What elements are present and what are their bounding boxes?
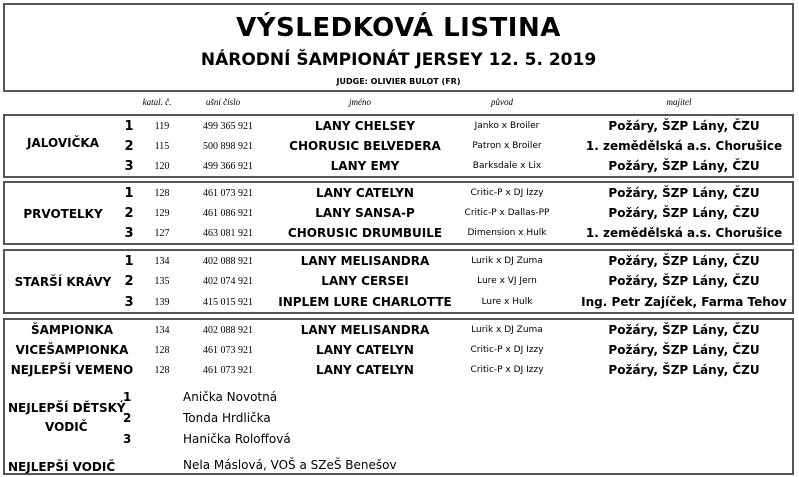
judge-line: JUDGE: OLIVIER BULOT (FR) [336, 77, 461, 86]
pedigree: Critic-P x DJ Izzy [470, 365, 544, 375]
best-handler-label: NEJLEPŠÍ VODIČ [8, 460, 116, 474]
child-handler-name: Tonda Hrdlička [183, 411, 271, 425]
child-handler-rank: 3 [123, 432, 132, 446]
pedigree: Patron x Broiler [472, 141, 542, 151]
animal-name: LANY MELISANDRA [300, 254, 430, 268]
col-header-puvod: původ [491, 97, 513, 107]
champion-row [5, 360, 792, 381]
best-handler-name: Nela Máslová, VOŠ a SZeŠ Benešov [183, 458, 397, 472]
ear-tag: 500 898 921 [203, 141, 253, 152]
ear-tag: 461 073 921 [203, 345, 253, 356]
animal-name: LANY CATELYN [316, 343, 414, 357]
col-header-katal: katal. č. [142, 97, 172, 107]
catalog-number: 128 [154, 365, 170, 376]
col-header-usni: ušní číslo [205, 97, 241, 107]
ear-tag: 463 081 921 [203, 228, 253, 239]
col-header-jmeno: jméno [349, 97, 371, 107]
owner: Požáry, ŠZP Lány, ČZU [608, 323, 760, 337]
rank: 2 [124, 274, 134, 289]
rank: 1 [124, 186, 134, 201]
rank: 1 [124, 119, 134, 134]
owner: 1. zemědělská a.s. Chorušice [585, 226, 783, 240]
section-prvotelky [3, 181, 794, 245]
catalog-number: 139 [154, 297, 170, 308]
table-row [5, 251, 792, 272]
table-row [5, 116, 792, 137]
rank: 2 [124, 139, 134, 154]
owner: Požáry, ŠZP Lány, ČZU [608, 186, 760, 200]
owner: Ing. Petr Zajíček, Farma Tehov [581, 295, 787, 309]
section-starsi-kravy [3, 249, 794, 314]
ear-tag: 461 086 921 [203, 208, 253, 219]
child-handler-rank: 2 [123, 411, 132, 425]
catalog-number: 127 [154, 228, 170, 239]
animal-name: LANY MELISANDRA [300, 323, 430, 337]
category-label: PRVOTELKY [23, 207, 103, 221]
catalog-number: 134 [154, 325, 170, 336]
pedigree: Janko x Broiler [474, 121, 540, 131]
catalog-number: 115 [154, 141, 170, 152]
pedigree: Critic-P x DJ Izzy [470, 188, 544, 198]
pedigree: Lurik x DJ Zuma [471, 256, 543, 266]
section-champions [3, 318, 794, 475]
child-handler-name: Anička Novotná [183, 390, 278, 404]
owner: Požáry, ŠZP Lány, ČZU [608, 206, 760, 220]
table-row [5, 136, 792, 157]
pedigree: Critic-P x DJ Izzy [470, 345, 544, 355]
page-title: VÝSLEDKOVÁ LISTINA [236, 13, 561, 43]
catalog-number: 129 [154, 208, 170, 219]
animal-name: LANY SANSA-P [315, 206, 415, 220]
child-handler-label-line1: NEJLEPŠÍ DĚTSKÝ [8, 401, 126, 415]
catalog-number: 135 [154, 276, 170, 287]
pedigree: Lure x Hulk [481, 297, 533, 307]
animal-name: LANY CATELYN [316, 186, 414, 200]
owner: Požáry, ŠZP Lány, ČZU [608, 254, 760, 268]
pedigree: Dimension x Hulk [467, 228, 547, 238]
pedigree: Barksdale x Lix [472, 161, 542, 171]
child-handler-rank: 1 [123, 390, 132, 404]
catalog-number: 128 [154, 188, 170, 199]
animal-name: LANY CHELSEY [314, 119, 416, 133]
ear-tag: 499 366 921 [203, 161, 253, 172]
rank: 1 [124, 254, 134, 269]
table-row [5, 203, 792, 224]
owner: Požáry, ŠZP Lány, ČZU [608, 274, 760, 288]
ear-tag: 461 073 921 [203, 365, 253, 376]
catalog-number: 119 [154, 121, 170, 132]
child-handler-name: Hanička Roloffová [183, 432, 291, 446]
animal-name: CHORUSIC DRUMBUILE [287, 226, 443, 240]
header-box [3, 3, 794, 92]
ear-tag: 402 074 921 [203, 276, 253, 287]
animal-name: CHORUSIC BELVEDERA [289, 139, 441, 153]
ear-tag: 461 073 921 [203, 188, 253, 199]
champion-label: VICEŠAMPIONKA [15, 343, 129, 357]
animal-name: INPLEM LURE CHARLOTTE [278, 295, 452, 309]
table-row [5, 156, 792, 177]
pedigree: Lure x VJ Jern [477, 276, 537, 286]
owner: Požáry, ŠZP Lány, ČZU [608, 119, 760, 133]
ear-tag: 402 088 921 [203, 256, 253, 267]
ear-tag: 402 088 921 [203, 325, 253, 336]
catalog-number: 128 [154, 345, 170, 356]
catalog-number: 120 [154, 161, 170, 172]
section-jalovicka [3, 114, 794, 178]
col-header-majitel: majitel [666, 97, 692, 107]
rank: 3 [124, 226, 134, 241]
champion-label: ŠAMPIONKA [31, 323, 113, 337]
category-label: STARŠÍ KRÁVY [14, 275, 112, 289]
rank: 3 [124, 295, 134, 310]
category-label: JALOVIČKA [27, 136, 99, 150]
table-row [5, 292, 792, 313]
animal-name: LANY CATELYN [316, 363, 414, 377]
pedigree: Critic-P x Dallas-PP [464, 208, 550, 218]
child-handler-label-line2: VODIČ [45, 420, 88, 434]
owner: 1. zemědělská a.s. Chorušice [585, 139, 783, 153]
ear-tag: 415 015 921 [203, 297, 253, 308]
pedigree: Lurik x DJ Zuma [471, 325, 543, 335]
animal-name: LANY CERSEI [321, 274, 409, 288]
champion-label: NEJLEPŠÍ VEMENO [10, 363, 134, 377]
rank: 2 [124, 206, 134, 221]
animal-name: LANY EMY [330, 159, 400, 173]
owner: Požáry, ŠZP Lány, ČZU [608, 343, 760, 357]
page-subtitle: NÁRODNÍ ŠAMPIONÁT JERSEY 12. 5. 2019 [200, 50, 597, 70]
table-row [5, 223, 792, 244]
champion-row [5, 320, 792, 341]
table-row [5, 271, 792, 292]
catalog-number: 134 [154, 256, 170, 267]
rank: 3 [124, 159, 134, 174]
champion-row [5, 340, 792, 361]
table-row [5, 183, 792, 204]
ear-tag: 499 365 921 [203, 121, 253, 132]
owner: Požáry, ŠZP Lány, ČZU [608, 159, 760, 173]
owner: Požáry, ŠZP Lány, ČZU [608, 363, 760, 377]
